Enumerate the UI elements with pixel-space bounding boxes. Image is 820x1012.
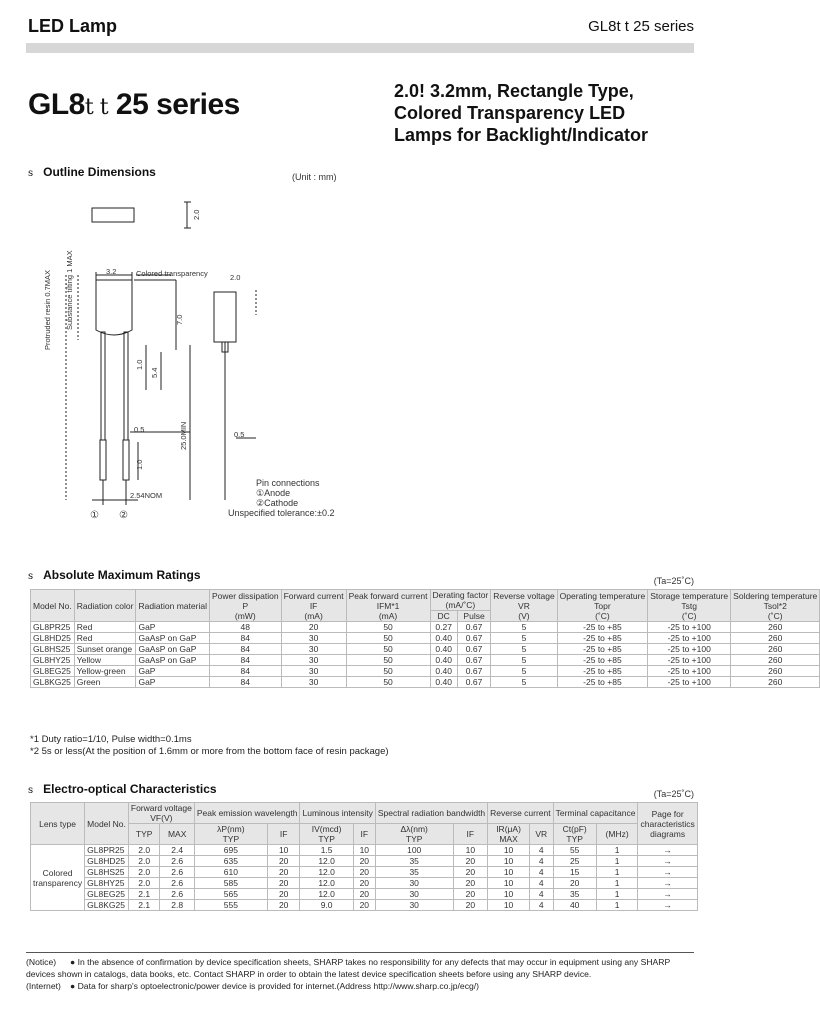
title-glyphs: t t bbox=[84, 95, 109, 120]
dim-label: 1.0 bbox=[135, 359, 144, 370]
dim-label: 2.0 bbox=[230, 273, 241, 282]
col-header: Radiation material bbox=[136, 590, 210, 622]
table-cell: 2.6 bbox=[160, 867, 194, 878]
table-cell: -25 to +85 bbox=[557, 644, 648, 655]
col-header: Ct(pF) TYP bbox=[553, 824, 596, 845]
subtitle-line: Colored Transparency LED bbox=[394, 103, 626, 123]
abs-max-temp: (Ta=25˚C) bbox=[653, 576, 694, 586]
col-header: Forward voltage VF(V) bbox=[128, 803, 194, 824]
table-cell: 0.40 bbox=[430, 633, 457, 644]
table-cell: 20 bbox=[353, 889, 375, 900]
table-cell: GL8EG25 bbox=[31, 666, 75, 677]
outline-heading bbox=[28, 165, 156, 179]
col-header: TYP bbox=[128, 824, 160, 845]
table-cell: 0.67 bbox=[457, 622, 490, 633]
table-cell: 12.0 bbox=[300, 856, 353, 867]
table-cell: Red bbox=[74, 633, 136, 644]
table-cell: 5 bbox=[491, 644, 557, 655]
table-cell: 0.67 bbox=[457, 666, 490, 677]
table-cell: -25 to +100 bbox=[648, 677, 731, 688]
table-cell: 1 bbox=[596, 889, 638, 900]
table-cell: 9.0 bbox=[300, 900, 353, 911]
table-cell: 30 bbox=[281, 655, 346, 666]
table-cell: 20 bbox=[453, 889, 488, 900]
table-cell: 20 bbox=[353, 867, 375, 878]
table-cell: -25 to +85 bbox=[557, 677, 648, 688]
abs-max-heading bbox=[28, 568, 201, 582]
table-cell: 84 bbox=[209, 633, 281, 644]
table-cell: 0.67 bbox=[457, 677, 490, 688]
table-cell: GL8KG25 bbox=[31, 677, 75, 688]
table-cell: GL8PR25 bbox=[85, 845, 129, 856]
table-cell: 100 bbox=[375, 845, 453, 856]
abs-note: *1 Duty ratio=1/10, Pulse width=0.1ms bbox=[30, 734, 192, 745]
col-header: Radiation color bbox=[74, 590, 136, 622]
table-cell: 20 bbox=[267, 867, 300, 878]
col-header: IR(μA) MAX bbox=[488, 824, 530, 845]
table-cell: 5 bbox=[491, 677, 557, 688]
table-cell: GL8HY25 bbox=[85, 878, 129, 889]
table-cell: 2.6 bbox=[160, 878, 194, 889]
table-cell: 15 bbox=[553, 867, 596, 878]
table-cell: 30 bbox=[281, 677, 346, 688]
table-cell: GaAsP on GaP bbox=[136, 655, 210, 666]
table-cell: GaP bbox=[136, 677, 210, 688]
col-header: Page for characteristics diagrams bbox=[638, 803, 697, 845]
table-cell: 1 bbox=[596, 845, 638, 856]
table-cell: 260 bbox=[731, 644, 820, 655]
abs-max-heading-text: Absolute Maximum Ratings bbox=[43, 568, 201, 582]
internet-text: ● Data for sharp's optoelectronic/power device is provided for internet.(Address http://www.sharp.co.jp/ecg/) bbox=[70, 981, 480, 991]
table-row bbox=[31, 900, 698, 911]
table-cell: 20 bbox=[281, 622, 346, 633]
internet-label: (Internet) bbox=[26, 981, 61, 991]
table-row bbox=[31, 655, 820, 666]
side-view-body bbox=[214, 292, 236, 342]
table-cell: 30 bbox=[375, 900, 453, 911]
abs-max-table bbox=[30, 589, 820, 688]
table-cell: 10 bbox=[488, 867, 530, 878]
col-header: Operating temperature Topr (˚C) bbox=[557, 590, 648, 622]
table-cell: 40 bbox=[553, 900, 596, 911]
table-cell: 50 bbox=[346, 655, 430, 666]
dim-label: 25.0MIN bbox=[179, 421, 188, 450]
table-cell: GL8HD25 bbox=[31, 633, 75, 644]
table-cell: 4 bbox=[529, 889, 553, 900]
col-header: Power dissipation P (mW) bbox=[209, 590, 281, 622]
col-header: MAX bbox=[160, 824, 194, 845]
table-cell: 10 bbox=[488, 878, 530, 889]
table-cell: 2.0 bbox=[128, 867, 160, 878]
notice-label: (Notice) bbox=[26, 957, 57, 967]
table-cell: -25 to +100 bbox=[648, 622, 731, 633]
table-cell: 0.40 bbox=[430, 677, 457, 688]
table-cell: 20 bbox=[353, 878, 375, 889]
col-header: (MHz) bbox=[596, 824, 638, 845]
header-rule bbox=[26, 43, 694, 53]
table-cell: 585 bbox=[194, 878, 267, 889]
footer-notice bbox=[26, 956, 694, 980]
dim-label: Colored transparency bbox=[136, 269, 208, 278]
pin-conn-line: ①Anode bbox=[256, 488, 291, 498]
table-cell: → bbox=[638, 878, 697, 889]
table-cell: 1 bbox=[596, 878, 638, 889]
table-cell: 2.1 bbox=[128, 889, 160, 900]
table-cell: -25 to +100 bbox=[648, 655, 731, 666]
table-cell: 50 bbox=[346, 622, 430, 633]
table-cell: 20 bbox=[453, 867, 488, 878]
table-cell: 4 bbox=[529, 867, 553, 878]
col-header: Model No. bbox=[31, 590, 75, 622]
outline-drawing bbox=[26, 180, 356, 525]
table-row bbox=[31, 644, 820, 655]
table-cell: 48 bbox=[209, 622, 281, 633]
table-cell: 35 bbox=[375, 856, 453, 867]
table-cell: 0.40 bbox=[430, 655, 457, 666]
pin-conn-line: ②Cathode bbox=[256, 498, 299, 508]
table-cell: -25 to +85 bbox=[557, 622, 648, 633]
table-cell: 2.6 bbox=[160, 889, 194, 900]
electro-heading-text: Electro-optical Characteristics bbox=[43, 782, 217, 796]
table-cell: Green bbox=[74, 677, 136, 688]
table-cell: 12.0 bbox=[300, 878, 353, 889]
table-cell: 2.8 bbox=[160, 900, 194, 911]
table-cell: 5 bbox=[491, 666, 557, 677]
col-header: IF bbox=[453, 824, 488, 845]
table-cell: 2.0 bbox=[128, 878, 160, 889]
col-header: DC bbox=[430, 611, 457, 622]
table-cell: 30 bbox=[281, 633, 346, 644]
table-cell: GaAsP on GaP bbox=[136, 644, 210, 655]
table-cell: 1 bbox=[596, 856, 638, 867]
table-cell: 260 bbox=[731, 655, 820, 666]
table-cell: 0.40 bbox=[430, 644, 457, 655]
table-cell: GL8HD25 bbox=[85, 856, 129, 867]
table-cell: 2.0 bbox=[128, 856, 160, 867]
table-cell: 4 bbox=[529, 878, 553, 889]
table-cell: 84 bbox=[209, 655, 281, 666]
subtitle bbox=[394, 80, 648, 146]
col-header: Model No. bbox=[85, 803, 129, 845]
table-cell: 25 bbox=[553, 856, 596, 867]
col-header: Reverse voltage VR (V) bbox=[491, 590, 557, 622]
col-header: Soldering temperature Tsol*2 (˚C) bbox=[731, 590, 820, 622]
header-series: GL8t t 25 series bbox=[588, 18, 694, 35]
table-row bbox=[31, 845, 698, 856]
table-row bbox=[31, 867, 698, 878]
table-cell: 10 bbox=[353, 845, 375, 856]
table-cell: 0.67 bbox=[457, 644, 490, 655]
table-cell: 10 bbox=[267, 845, 300, 856]
dim-label: 5.4 bbox=[150, 367, 159, 378]
table-cell: → bbox=[638, 856, 697, 867]
table-cell: GL8HY25 bbox=[31, 655, 75, 666]
title-prefix: GL8 bbox=[28, 88, 85, 121]
col-header: λP(nm) TYP bbox=[194, 824, 267, 845]
table-cell: GL8KG25 bbox=[85, 900, 129, 911]
section-bullet: s bbox=[28, 168, 34, 179]
abs-note: *2 5s or less(At the position of 1.6mm or more from the bottom face of resin package) bbox=[30, 746, 389, 757]
footer-internet bbox=[26, 980, 694, 992]
table-cell: 0.40 bbox=[430, 666, 457, 677]
table-cell: -25 to +85 bbox=[557, 655, 648, 666]
table-cell: 30 bbox=[375, 889, 453, 900]
table-cell: 260 bbox=[731, 666, 820, 677]
table-cell: -25 to +100 bbox=[648, 644, 731, 655]
table-row bbox=[31, 622, 820, 633]
table-cell: 4 bbox=[529, 845, 553, 856]
title-suffix: 25 series bbox=[115, 88, 240, 121]
dim-label: 2.0 bbox=[192, 209, 201, 220]
pin-conn-line: Pin connections bbox=[256, 478, 320, 488]
table-cell: 555 bbox=[194, 900, 267, 911]
table-cell: Red bbox=[74, 622, 136, 633]
table-cell: 50 bbox=[346, 633, 430, 644]
col-header: Derating factor (mA/˚C) bbox=[430, 590, 491, 611]
table-row bbox=[31, 856, 698, 867]
table-cell: 84 bbox=[209, 644, 281, 655]
dim-label: 2.54NOM bbox=[130, 491, 163, 500]
table-cell: 20 bbox=[453, 856, 488, 867]
table-cell: Sunset orange bbox=[74, 644, 136, 655]
table-cell: 565 bbox=[194, 889, 267, 900]
table-row bbox=[31, 666, 820, 677]
table-cell: 2.0 bbox=[128, 845, 160, 856]
table-cell: 55 bbox=[553, 845, 596, 856]
table-cell: GL8PR25 bbox=[31, 622, 75, 633]
table-cell: 50 bbox=[346, 677, 430, 688]
table-cell: 20 bbox=[353, 856, 375, 867]
col-header: VR bbox=[529, 824, 553, 845]
table-cell: 1 bbox=[596, 900, 638, 911]
table-cell: 0.27 bbox=[430, 622, 457, 633]
table-cell: 20 bbox=[267, 856, 300, 867]
table-cell: 10 bbox=[488, 845, 530, 856]
table-cell: → bbox=[638, 867, 697, 878]
table-cell: 635 bbox=[194, 856, 267, 867]
table-cell: GaP bbox=[136, 666, 210, 677]
table-cell: 695 bbox=[194, 845, 267, 856]
table-cell: 20 bbox=[353, 900, 375, 911]
table-cell: 20 bbox=[267, 889, 300, 900]
electro-temp: (Ta=25˚C) bbox=[653, 789, 694, 799]
dim-label: 1.0 bbox=[135, 459, 144, 470]
dim-label: 7.0 bbox=[175, 314, 184, 325]
dim-label: 0.5 bbox=[234, 430, 245, 439]
table-cell: 1.5 bbox=[300, 845, 353, 856]
table-cell: 4 bbox=[529, 900, 553, 911]
table-row bbox=[31, 633, 820, 644]
table-cell: -25 to +85 bbox=[557, 633, 648, 644]
pin-label: ② bbox=[119, 510, 128, 521]
notice-text: ● In the absence of confirmation by device specification sheets, SHARP takes no responsibility for any defects that may occur in equipment using any SHARP devices shown in catalogs, data books, etc. Contact SHARP in order to obtain the latest device specification sheets before using any SHARP device. bbox=[26, 957, 671, 979]
footer-rule bbox=[26, 952, 694, 953]
table-cell: 20 bbox=[553, 878, 596, 889]
col-header: Peak emission wavelength bbox=[194, 803, 300, 824]
table-cell: -25 to +100 bbox=[648, 633, 731, 644]
col-header: Δλ(nm) TYP bbox=[375, 824, 453, 845]
table-row bbox=[31, 889, 698, 900]
front-view-body bbox=[96, 280, 132, 335]
table-cell: 2.1 bbox=[128, 900, 160, 911]
table-cell: → bbox=[638, 845, 697, 856]
table-cell: GL8HS25 bbox=[31, 644, 75, 655]
table-cell: Yellow-green bbox=[74, 666, 136, 677]
table-cell: 35 bbox=[553, 889, 596, 900]
table-cell: 30 bbox=[375, 878, 453, 889]
section-bullet: s bbox=[28, 785, 34, 796]
table-cell: 30 bbox=[281, 666, 346, 677]
section-bullet: s bbox=[28, 571, 34, 582]
table-cell: 50 bbox=[346, 644, 430, 655]
table-cell: GL8HS25 bbox=[85, 867, 129, 878]
col-header: Spectral radiation bandwidth bbox=[375, 803, 487, 824]
dim-label: 0.5 bbox=[134, 425, 145, 434]
table-row bbox=[31, 878, 698, 889]
table-cell: 5 bbox=[491, 633, 557, 644]
table-cell: → bbox=[638, 900, 697, 911]
col-header: IF bbox=[353, 824, 375, 845]
col-header: IF bbox=[267, 824, 300, 845]
top-view-body bbox=[92, 208, 134, 222]
table-cell: 260 bbox=[731, 633, 820, 644]
electro-heading bbox=[28, 782, 217, 796]
table-cell: 0.67 bbox=[457, 655, 490, 666]
table-cell: 12.0 bbox=[300, 889, 353, 900]
col-header: Reverse current bbox=[488, 803, 553, 824]
outline-heading-text: Outline Dimensions bbox=[43, 165, 156, 179]
col-header: Peak forward current IFM*1 (mA) bbox=[346, 590, 430, 622]
table-cell: 20 bbox=[267, 900, 300, 911]
table-cell: Yellow bbox=[74, 655, 136, 666]
col-header: Forward current IF (mA) bbox=[281, 590, 346, 622]
col-header: Lens type bbox=[31, 803, 85, 845]
subtitle-line: Lamps for Backlight/Indicator bbox=[394, 125, 649, 145]
dim-label: Protruded resin 0.7MAX bbox=[43, 269, 52, 350]
table-cell: 1 bbox=[596, 867, 638, 878]
pin-label: ① bbox=[90, 510, 99, 521]
table-cell: -25 to +100 bbox=[648, 666, 731, 677]
col-header: Storage temperature Tstg (˚C) bbox=[648, 590, 731, 622]
table-cell: 5 bbox=[491, 655, 557, 666]
table-cell: 10 bbox=[488, 856, 530, 867]
table-cell: GL8EG25 bbox=[85, 889, 129, 900]
electro-table bbox=[30, 802, 698, 911]
table-cell: 2.6 bbox=[160, 856, 194, 867]
pin-conn-line: Unspecified tolerance:±0.2 bbox=[228, 508, 335, 518]
table-cell: 4 bbox=[529, 856, 553, 867]
table-row bbox=[31, 677, 820, 688]
col-header: Pulse bbox=[457, 611, 490, 622]
table-cell: 10 bbox=[453, 845, 488, 856]
table-cell: 30 bbox=[281, 644, 346, 655]
table-cell: 20 bbox=[453, 878, 488, 889]
subtitle-line: 2.0! 3.2mm, Rectangle Type, bbox=[394, 81, 634, 101]
pin-connections bbox=[228, 478, 335, 518]
col-header: Terminal capacitance bbox=[553, 803, 638, 824]
dim-label: 3.2 bbox=[106, 267, 117, 276]
table-cell: 50 bbox=[346, 666, 430, 677]
col-header: Luminous intensity bbox=[300, 803, 375, 824]
table-cell: GaAsP on GaP bbox=[136, 633, 210, 644]
table-cell: 84 bbox=[209, 677, 281, 688]
table-cell: 10 bbox=[488, 900, 530, 911]
table-cell: -25 to +85 bbox=[557, 666, 648, 677]
table-cell: 35 bbox=[375, 867, 453, 878]
header-product-type: LED Lamp bbox=[28, 16, 118, 36]
dim-label: Substance tilting 1 MAX bbox=[65, 250, 74, 330]
page-title bbox=[28, 88, 240, 122]
table-cell: 84 bbox=[209, 666, 281, 677]
table-cell: GaP bbox=[136, 622, 210, 633]
table-cell: 5 bbox=[491, 622, 557, 633]
table-cell: 610 bbox=[194, 867, 267, 878]
table-cell: 2.4 bbox=[160, 845, 194, 856]
table-cell: 12.0 bbox=[300, 867, 353, 878]
table-cell: 260 bbox=[731, 677, 820, 688]
table-cell: 10 bbox=[488, 889, 530, 900]
lens-type-cell: Colored transparency bbox=[31, 845, 85, 911]
table-cell: → bbox=[638, 889, 697, 900]
table-cell: 20 bbox=[267, 878, 300, 889]
outline-unit: (Unit : mm) bbox=[292, 172, 337, 182]
table-cell: 260 bbox=[731, 622, 820, 633]
table-cell: 0.67 bbox=[457, 633, 490, 644]
col-header: IV(mcd) TYP bbox=[300, 824, 353, 845]
table-cell: 20 bbox=[453, 900, 488, 911]
